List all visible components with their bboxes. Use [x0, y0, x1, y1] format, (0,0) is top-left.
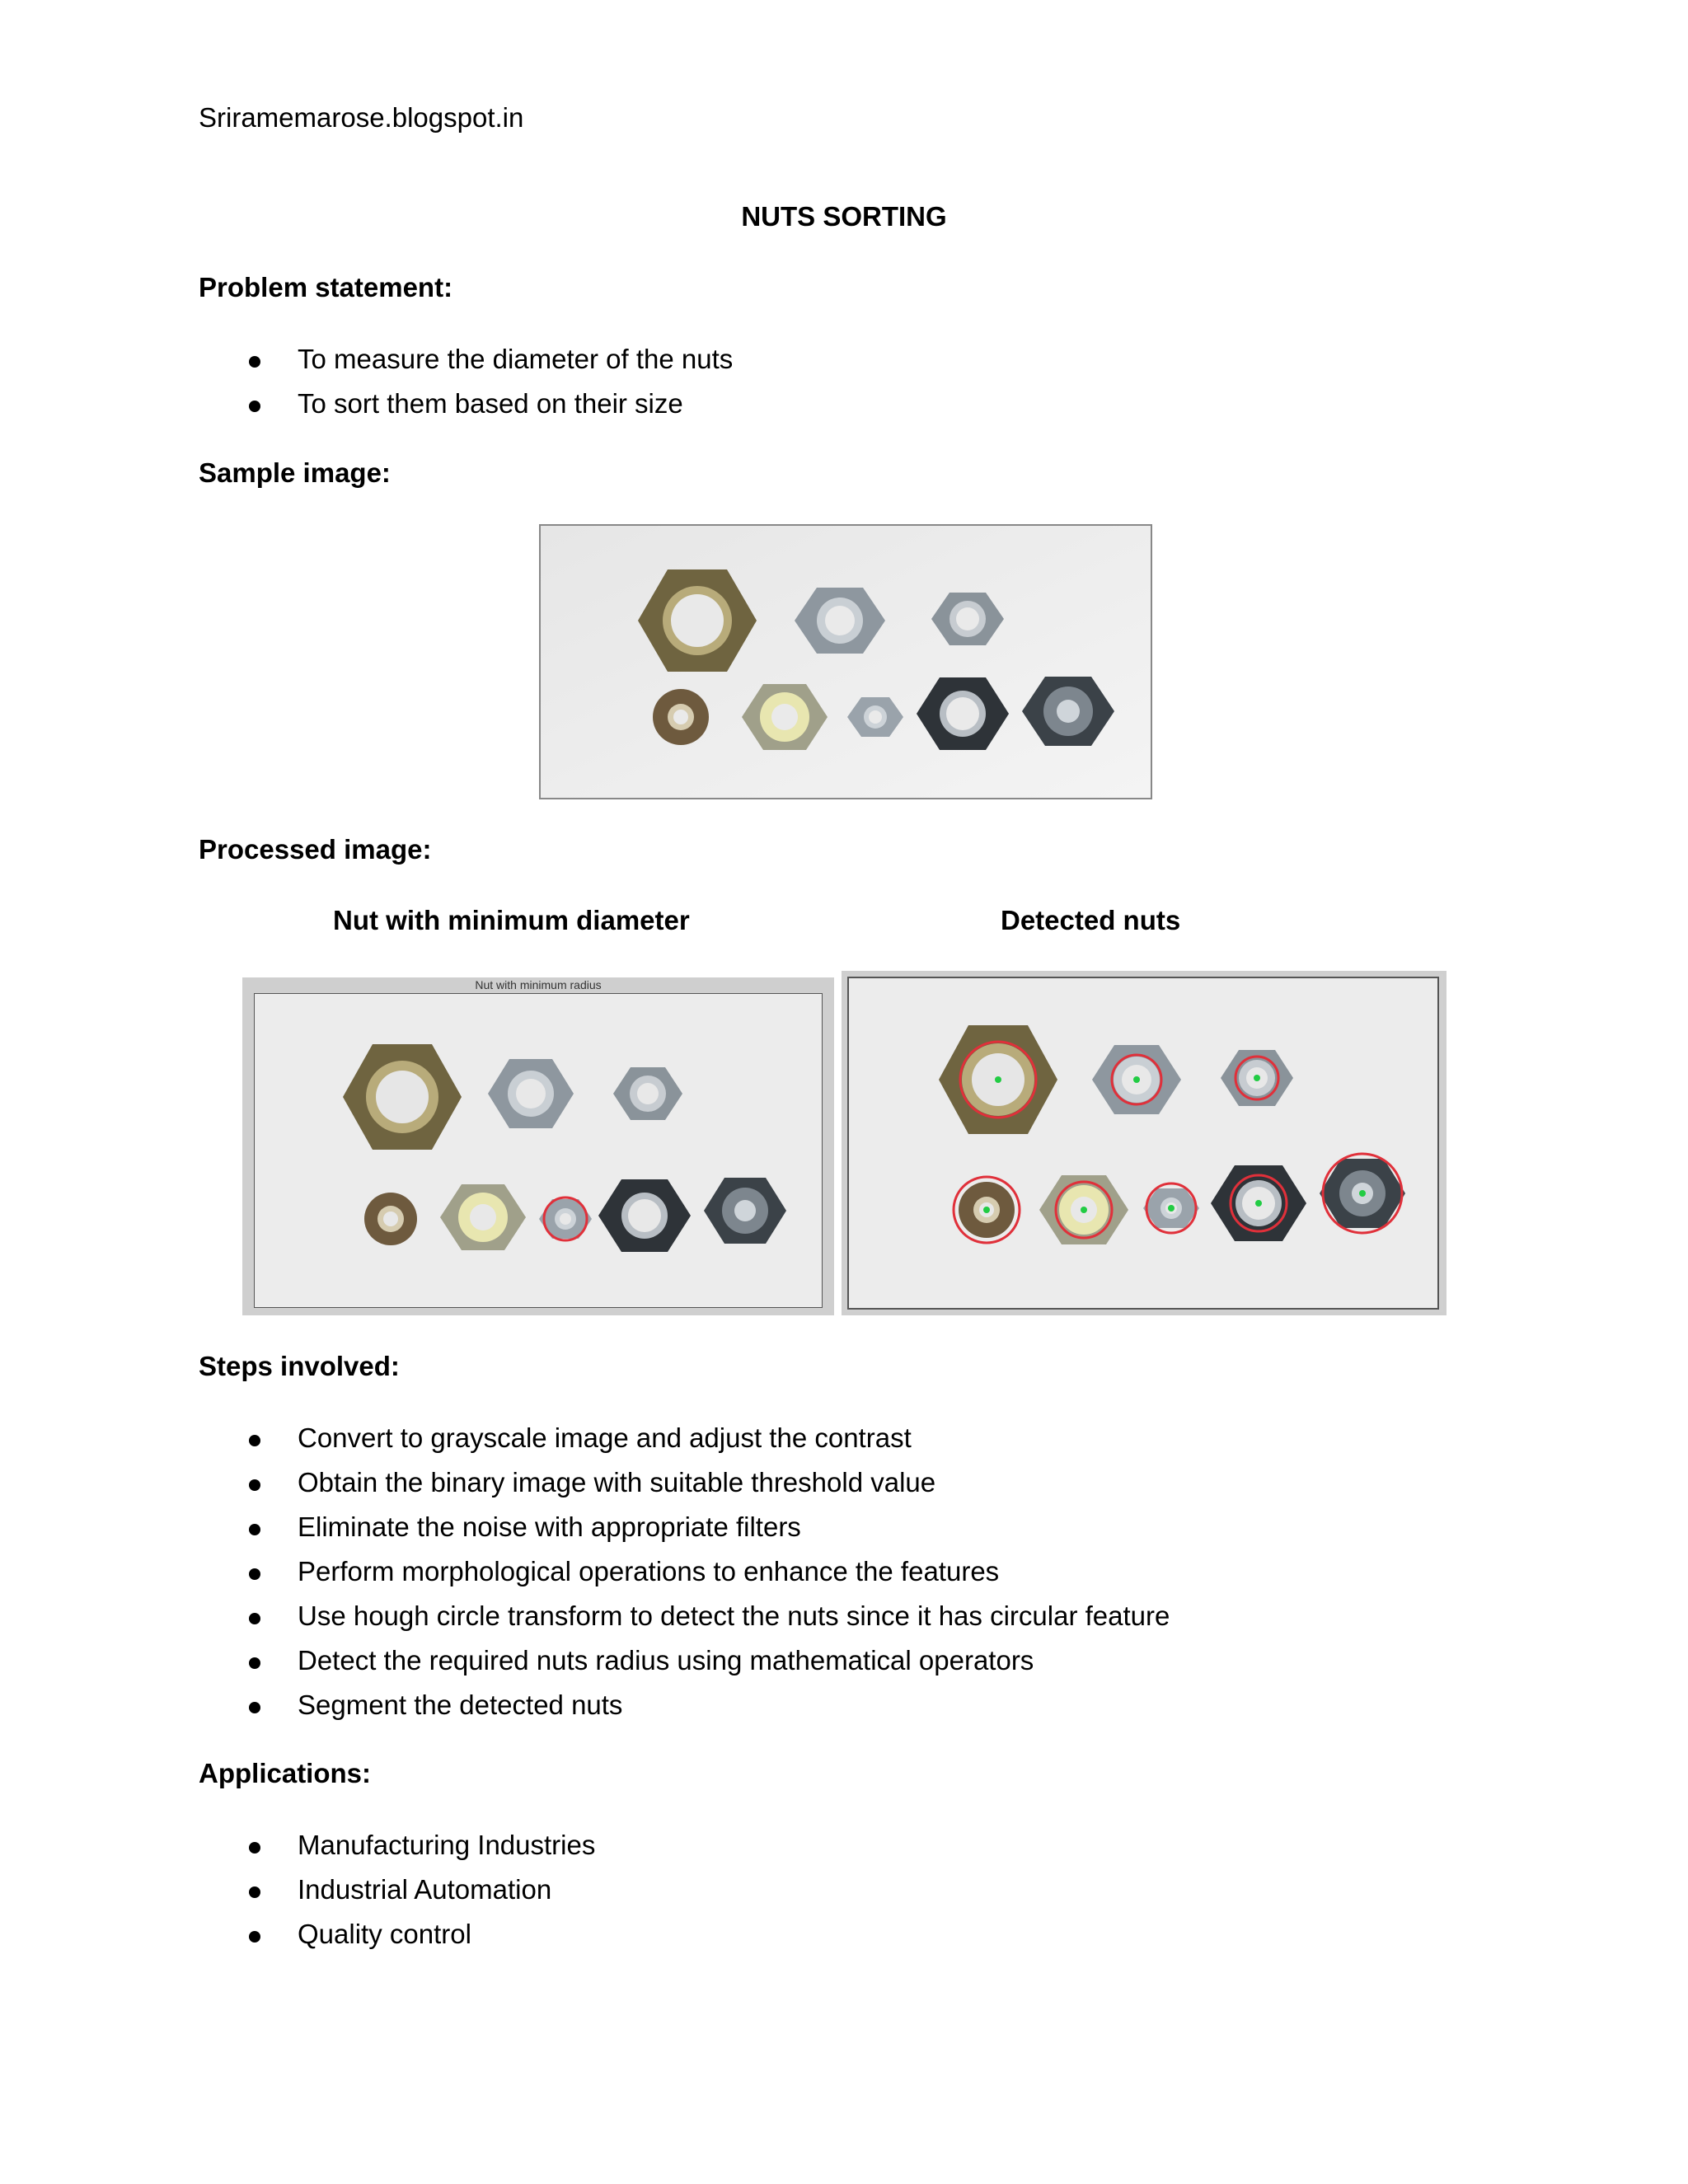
detected-nuts-image — [842, 971, 1447, 1315]
list-item-text: Manufacturing Industries — [298, 1830, 596, 1860]
bullet-icon — [249, 1702, 260, 1713]
bullet-icon — [249, 1657, 260, 1669]
site-url: Sriramemarose.blogspot.in — [199, 102, 524, 133]
sample-nuts-image — [539, 524, 1152, 799]
list-item-text: Obtain the binary image with suitable threshold value — [298, 1467, 936, 1497]
bullet-icon — [249, 1931, 260, 1943]
bullet-icon — [249, 1886, 260, 1898]
list-item-text: Use hough circle transform to detect the nuts since it has circular feature — [298, 1601, 1170, 1631]
processed-heading: Processed image: — [199, 834, 432, 865]
bullet-icon — [249, 1524, 260, 1535]
min-diameter-image — [242, 977, 834, 1315]
list-item-text: Detect the required nuts radius using mathematical operators — [298, 1645, 1034, 1675]
list-item-text: To sort them based on their size — [298, 388, 683, 419]
bullet-icon — [249, 1479, 260, 1491]
image-title: Nut with minimum radius — [475, 978, 602, 991]
problem-heading: Problem statement: — [199, 272, 453, 302]
list-item-text: To measure the diameter of the nuts — [298, 344, 734, 374]
bullet-icon — [249, 401, 260, 412]
list-item-text: Perform morphological operations to enhance the features — [298, 1556, 1000, 1586]
list-item-text: Quality control — [298, 1919, 471, 1949]
sample-heading: Sample image: — [199, 457, 391, 488]
bullet-icon — [249, 1568, 260, 1580]
left-caption: Nut with minimum diameter — [333, 905, 690, 935]
bullet-icon — [249, 1435, 260, 1446]
list-item-text: Industrial Automation — [298, 1874, 552, 1905]
list-item-text: Convert to grayscale image and adjust the contrast — [298, 1422, 912, 1453]
applications-heading: Applications: — [199, 1758, 372, 1788]
bullet-icon — [249, 356, 260, 368]
bullet-icon — [249, 1842, 260, 1854]
bullet-icon — [249, 1613, 260, 1624]
steps-heading: Steps involved: — [199, 1351, 400, 1381]
right-caption: Detected nuts — [1001, 905, 1181, 935]
page-title: NUTS SORTING — [741, 201, 947, 232]
list-item-text: Segment the detected nuts — [298, 1690, 623, 1720]
list-item-text: Eliminate the noise with appropriate filters — [298, 1511, 801, 1542]
